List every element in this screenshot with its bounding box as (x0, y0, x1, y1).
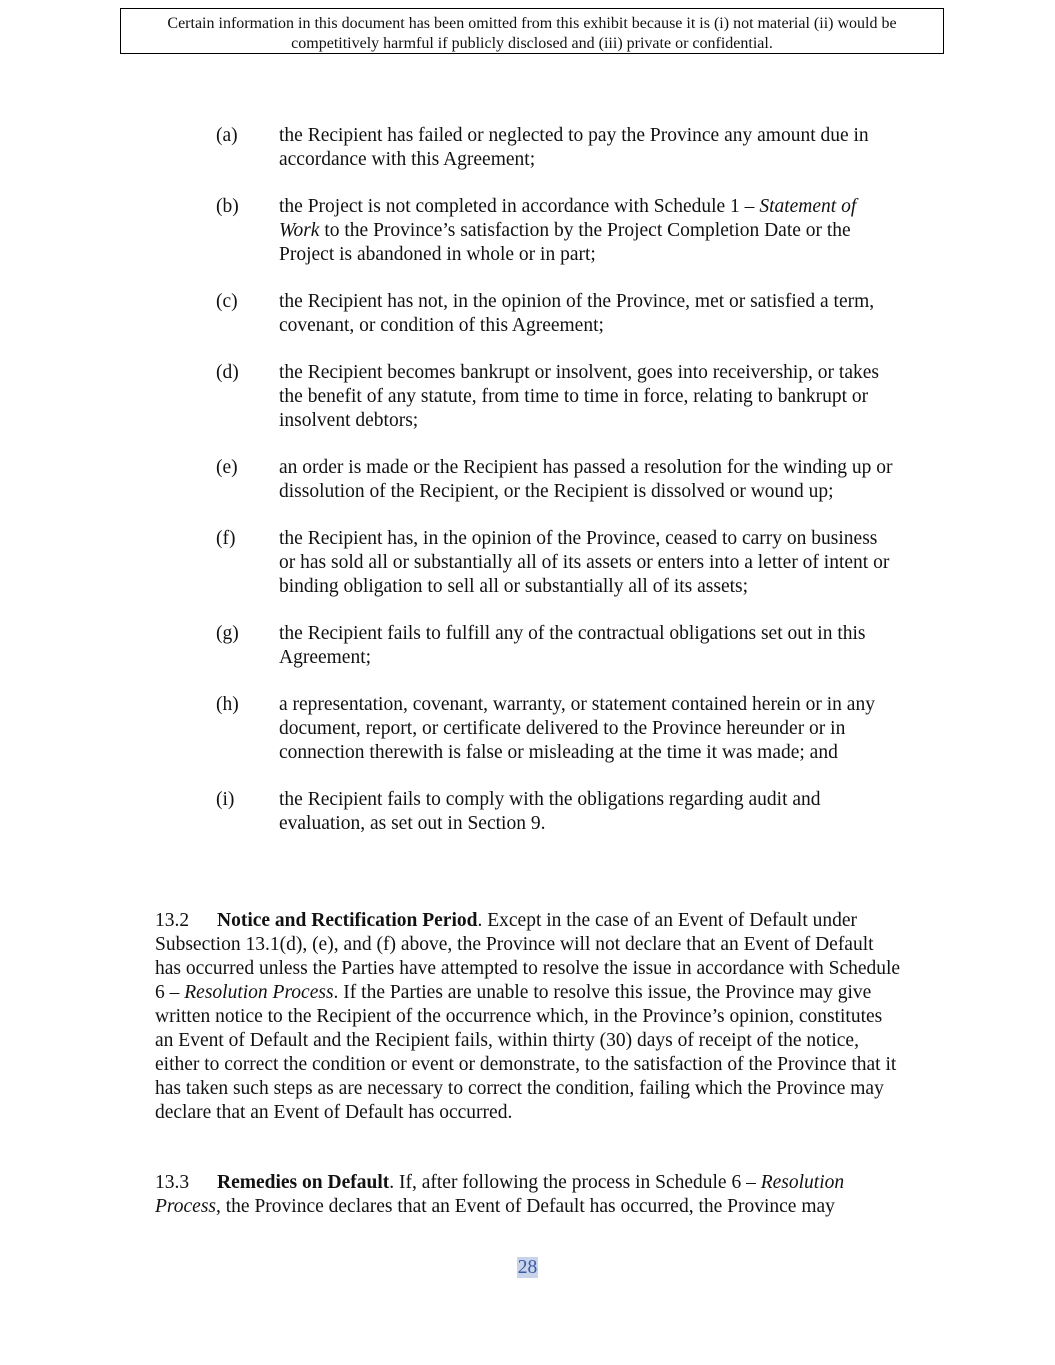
clause-g (216, 622, 896, 670)
clause-text: the Recipient has failed or neglected to pay the Province any amount due in accordance with this Agreement; (279, 125, 869, 170)
section-title: Remedies on Default (217, 1172, 390, 1193)
clause-f (216, 527, 896, 599)
clause-label: (g) (216, 623, 239, 644)
section-13-2 (155, 909, 903, 1125)
section-13-3 (155, 1171, 903, 1219)
notice-line-2: competitively harmful if publicly disclosed and (iii) private or confidential. (291, 35, 773, 52)
clause-text: the Recipient fails to fulfill any of the contractual obligations set out in this Agreement; (279, 623, 866, 668)
clause-label: (b) (216, 196, 239, 217)
clause-text: an order is made or the Recipient has passed a resolution for the winding up or dissolution of the Recipient, or the Recipient is dissolved or wound up; (279, 457, 893, 502)
clause-label: (c) (216, 291, 238, 312)
clause-b (216, 195, 896, 267)
clause-h (216, 693, 896, 765)
clause-text-part: to the Province’s satisfaction by the Project Completion Date or the Project is abandoned in whole or in part; (279, 220, 851, 265)
clause-text: the Recipient has, in the opinion of the Province, ceased to carry on business or has sold all or substantially all of its assets or enters into a letter of intent or binding obligation to sell all or substantially all of its assets; (279, 528, 890, 597)
clause-text-part: the Project is not completed in accordance with Schedule 1 – (279, 196, 760, 217)
schedule-reference: Resolution Process (155, 1172, 845, 1217)
clause-label: (a) (216, 125, 238, 146)
clause-label: (i) (216, 789, 235, 810)
default-events-list (0, 124, 1055, 859)
schedule-reference: Resolution Process (184, 982, 334, 1003)
schedule-reference: Statement of Work (279, 196, 857, 241)
section-number: 13.3 (155, 1172, 190, 1193)
section-text: , the Province declares that an Event of Default has occurred, the Province may (216, 1196, 835, 1217)
clause-label: (f) (216, 528, 236, 549)
clause-c (216, 290, 896, 338)
clause-text: a representation, covenant, warranty, or statement contained herein or in any document, report, or certificate delivered to the Province hereunder or in connection therewith is false or misleading at the time it was made; and (279, 694, 875, 763)
clause-text: the Recipient becomes bankrupt or insolvent, goes into receivership, or takes the benefit of any statute, from time to time in force, relating to bankrupt or insolvent debtors; (279, 362, 879, 431)
confidentiality-notice (120, 8, 944, 54)
page-number-value: 28 (517, 1257, 538, 1278)
clause-e (216, 456, 896, 504)
clause-i (216, 788, 896, 836)
notice-line-1: Certain information in this document has been omitted from this exhibit because it is (i) not material (ii) would be (167, 15, 897, 32)
section-text: . Except in the case of an Event of Default under Subsection 13.1(d), (e), and (f) above, the Province will not declare that an Event of Default has occurred unless the Parties have attempted to resolve the issue in accordance with Schedule 6 – (155, 910, 901, 1003)
section-text: . If, after following the process in Schedule 6 – (389, 1172, 761, 1193)
clause-label: (e) (216, 457, 238, 478)
clause-a (216, 124, 896, 172)
section-title: Notice and Rectification Period (217, 910, 478, 931)
page-number (0, 1256, 1055, 1280)
clause-text: the Recipient fails to comply with the obligations regarding audit and evaluation, as set out in Section 9. (279, 789, 821, 834)
clause-label: (h) (216, 694, 239, 715)
section-number: 13.2 (155, 910, 190, 931)
clause-label: (d) (216, 362, 239, 383)
section-text: . If the Parties are unable to resolve this issue, the Province may give written notice to the Recipient of the occurrence which, in the Province’s opinion, constitutes an Event of Default and the Recipient fails, within thirty (30) days of receipt of the notice, either to correct the condition or event or demonstrate, to the satisfaction of the Province that it has taken such steps as are necessary to correct the condition, failing which the Province may declare that an Event of Default has occurred. (155, 982, 897, 1123)
clause-text: the Recipient has not, in the opinion of the Province, met or satisfied a term, covenant, or condition of this Agreement; (279, 291, 875, 336)
clause-d (216, 361, 896, 433)
clause-text (279, 195, 897, 267)
